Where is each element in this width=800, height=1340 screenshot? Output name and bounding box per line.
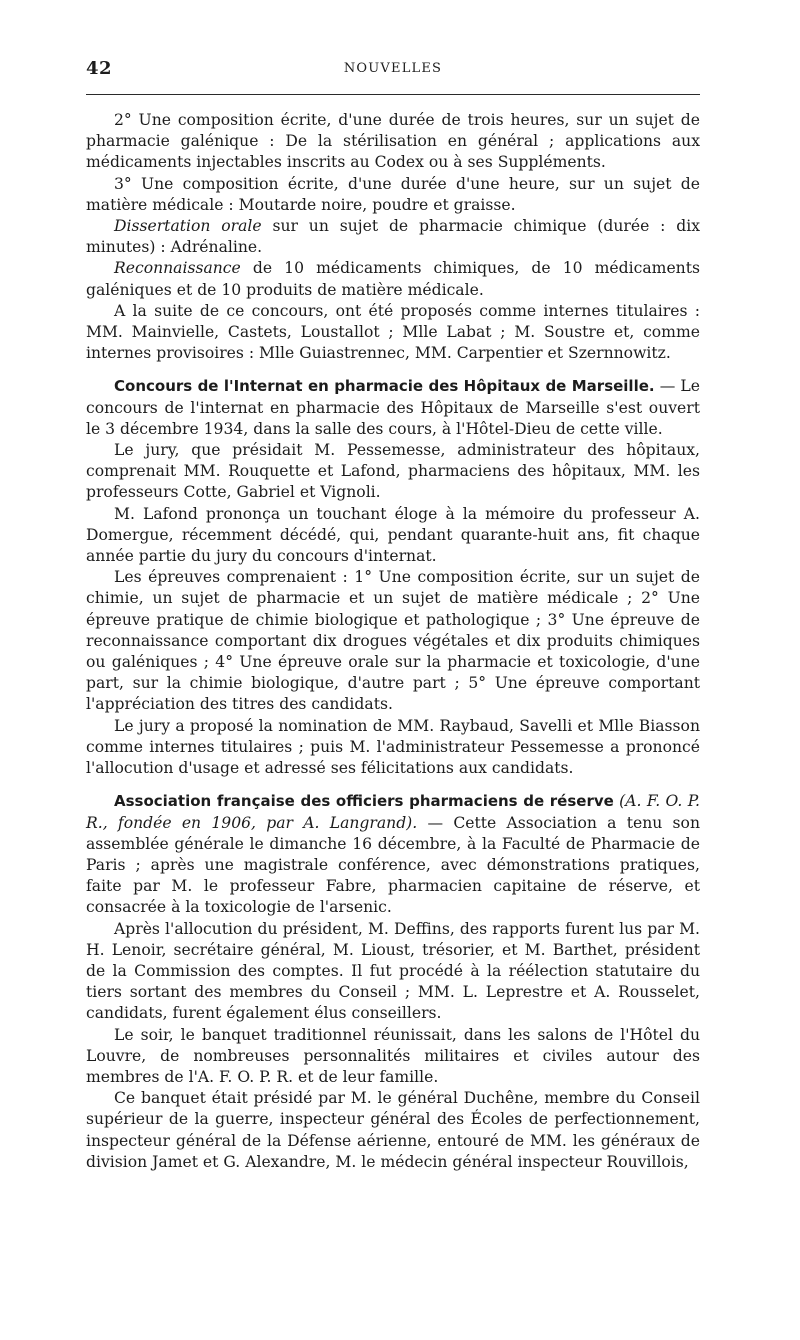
- paragraph-dissertation: [86, 216, 700, 258]
- header-rule: [86, 94, 700, 95]
- marseille-lead-paragraph: [86, 376, 700, 440]
- section-title-association: Association française des officiers pharmaciens de réserve: [114, 792, 614, 811]
- section-title-marseille: Concours de l'Internat en pharmacie des Hôpitaux de Marseille.: [114, 377, 655, 396]
- marseille-paragraph-jury: Le jury, que présidait M. Pessemesse, administrateur des hôpitaux, comprenait MM. Rouquette et Lafond, pharmaciens des hôpitaux, MM. les professeurs Cotte, Gabriel et Vignoli.: [86, 441, 700, 502]
- dissertation-text: sur un sujet de pharmacie chimique (durée : dix minutes) : Adrénaline.: [86, 217, 700, 257]
- running-title: NOUVELLES: [343, 61, 443, 76]
- paragraph-composition-2: 3° Une composition écrite, d'une durée d'une heure, sur un sujet de matière médicale : Moutarde noire, poudre et graisse.: [86, 174, 700, 214]
- reconnaissance-label: Reconnaissance: [114, 259, 241, 278]
- association-lead-text: — Cette Association a tenu son assemblée générale le dimanche 16 décembre, à la Faculté de Pharmacie de Paris ; après une magistrale conférence, avec démonstrations pratiques, faite par M. le professeur Fabre, pharmacien capitaine de réserve, et consacrée à la toxicologie de l'arsenic.: [86, 813, 700, 917]
- dissertation-label: Dissertation orale: [114, 217, 262, 236]
- association-paragraph-presidence: Ce banquet était présidé par M. le général Duchêne, membre du Conseil supérieur de la guerre, inspecteur général des Écoles de perfectionnement, inspecteur général de la Défense aérienne, entouré de MM. les généraux de division Jamet et G. Alexandre, M. le médecin général inspecteur Rouvillois,: [86, 1089, 700, 1171]
- association-paragraph-banquet: Le soir, le banquet traditionnel réunissait, dans les salons de l'Hôtel du Louvre, de nombreuses personnalités militaires et civiles autour des membres de l'A. F. O. P. R. et de leur famille.: [86, 1025, 700, 1086]
- paragraph-composition-1: 2° Une composition écrite, d'une durée de trois heures, sur un sujet de pharmacie galénique : De la stérilisation en général ; applications aux médicaments injectables inscrits au Codex ou à ses Suppléments.: [86, 111, 700, 172]
- association-subtitle: (A. F. O. P. R., fondée en 1906, par A. Langrand).: [86, 792, 700, 832]
- paragraph-reconnaissance: [86, 258, 700, 300]
- article-body: [86, 110, 700, 1173]
- marseille-paragraph-nomination: Le jury a proposé la nomination de MM. Raybaud, Savelli et Mlle Biasson comme internes titulaires ; puis M. l'administrateur Pessemesse a prononcé l'allocution d'usage et adressé ses félicitations aux candidats.: [86, 716, 700, 778]
- section-association: [86, 791, 700, 1173]
- marseille-lead-text: — Le concours de l'internat en pharmacie des Hôpitaux de Marseille s'est ouvert le 3 décembre 1934, dans la salle des cours, à l'Hôtel-Dieu de cette ville.: [86, 377, 701, 438]
- page-number: 42: [86, 58, 113, 79]
- association-lead-paragraph: [86, 791, 700, 918]
- association-paragraph-rapports: Après l'allocution du président, M. Deffins, des rapports furent lus par M. H. Lenoir, secrétaire général, M. Lioust, trésorier, et M. Barthet, président de la Commission des comptes. Il fut procédé à la réélection statutaire du tiers sortant des membres du Conseil ; MM. L. Leprestre et A. Rousselet, candidats, furent également élus conseillers.: [86, 919, 700, 1023]
- marseille-paragraph-eloge: M. Lafond prononça un touchant éloge à la mémoire du professeur A. Domergue, récemment décédé, qui, pendant quarante-huit ans, fit chaque année partie du jury du concours d'internat.: [86, 504, 700, 566]
- marseille-paragraph-epreuves: Les épreuves comprenaient : 1° Une composition écrite, sur un sujet de chimie, un sujet de pharmacie et un sujet de matière médicale ; 2° Une épreuve pratique de chimie biologique et pathologique ; 3° Une épreuve de reconnaissance comportant dix drogues végétales et dix produits chimiques ou galéniques ; 4° Une épreuve orale sur la pharmacie et toxicologie, d'une part, sur la chimie biologique, d'autre part ; 5° Une épreuve comportant l'appréciation des titres des candidats.: [86, 568, 700, 714]
- reconnaissance-text: de 10 médicaments chimiques, de 10 médicaments galéniques et de 10 produits de matière médicale.: [86, 259, 700, 299]
- section-marseille: [86, 376, 700, 779]
- paragraph-result: A la suite de ce concours, ont été proposés comme internes titulaires : MM. Mainvielle, Castets, Loustallot ; Mlle Labat ; M. Soustre et, comme internes provisoires : Mlle Guiastrennec, MM. Carpentier et Szernnowitz.: [86, 301, 700, 363]
- page-header: [86, 58, 700, 84]
